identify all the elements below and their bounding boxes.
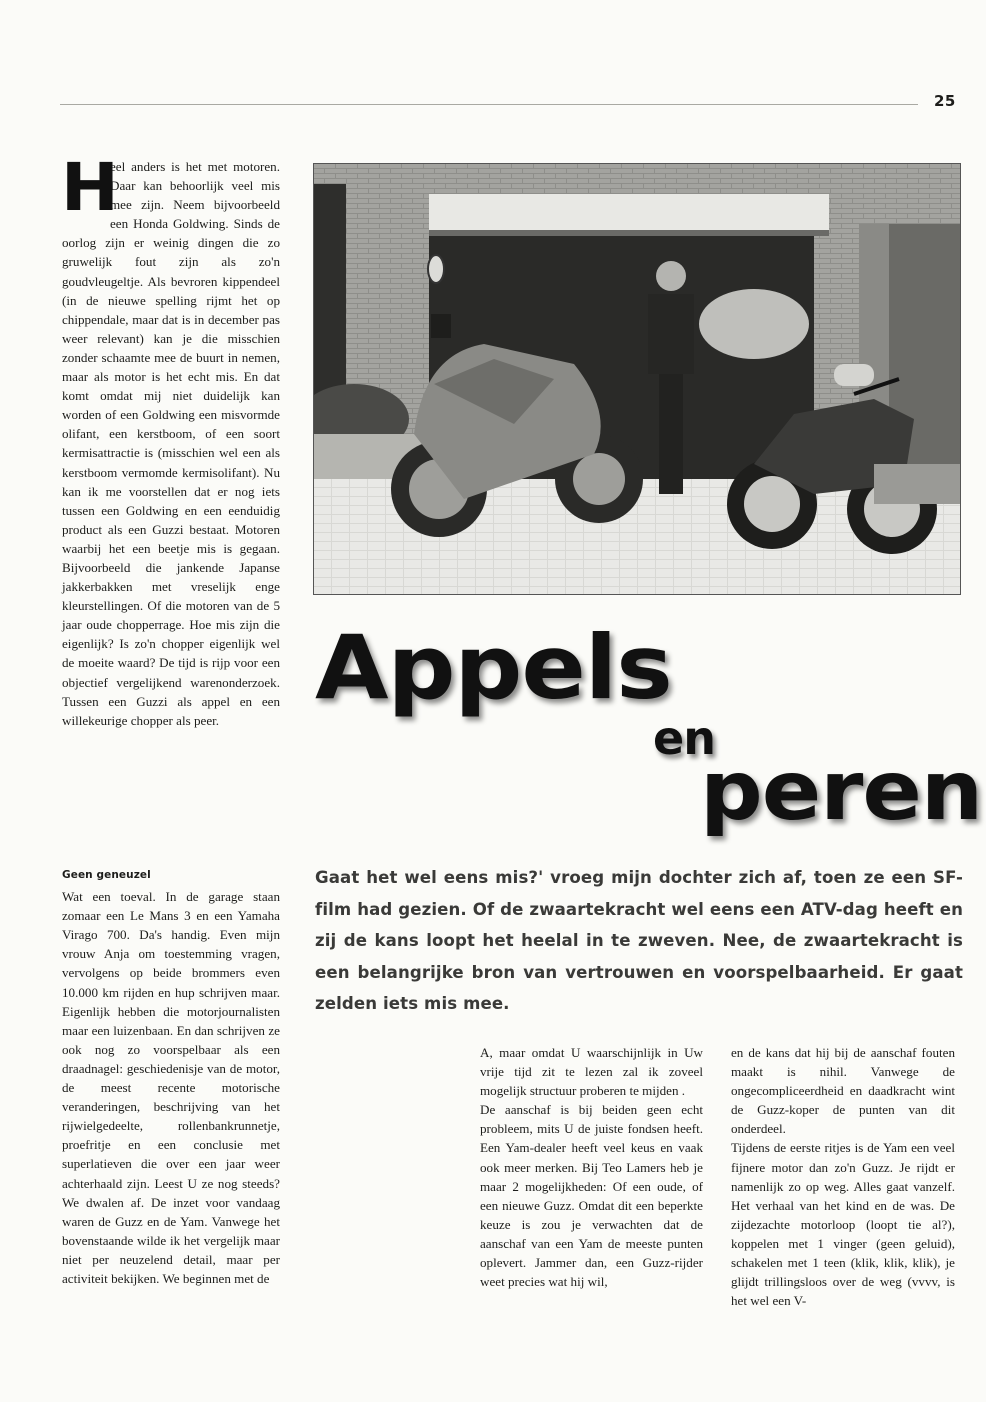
article-column-4 xyxy=(731,1043,955,1310)
header-rule xyxy=(60,104,918,105)
article-column-1-lower xyxy=(62,866,280,1288)
article-paragraph: De aanschaf is bij beiden geen echt probleem, mits U de juiste fondsen heeft. Een Yam-dealer heeft veel keus en vaak ook meer merken. Bij Teo Lamers heb je maar 2 mogelijkheden: Of een oude, of een nieuwe Guzz. Omdat dit een beperkte keuze is zou je verwachten dat de aanschaf van een Yam de meeste punten oplevert. Jammer dan, een Guzz-rijder weet precies wat hij wil, xyxy=(480,1102,703,1290)
article-paragraph: en de kans dat hij bij de aanschaf fouten maakt is nihil. Vanwege de ongecompliceerdheid en daadkracht wint de Guzz-koper de punten van dit onderdeel. xyxy=(731,1045,955,1137)
page-number: 25 xyxy=(934,92,956,110)
article-paragraph: Wat een toeval. In de garage staan zomaar een Le Mans 3 en een Yamaha Virago 700. Da's handig. Even mijn vrouw Anja om toestemming vragen, vervolgens op beide brommers even 10.000 km rijden en hup schrijven maar. Eigenlijk hebben die motorjournalisten maar een luizenbaan. En dan schrijven ze ook nog zo voorspelbaar als een draadnagel: geschiedenisje van de motor, de meest recente motorische veranderingen, beschrijving van het rijwielgedeelte, rollenbankrunnetje, proefritje en een conclusie met superlatieven die over een jaar weer achterhaald zijn. Leest U ze nog steeds? We dwalen af. De inzet voor vandaag waren de Guzz en de Yam. Vanwege het bovenstaande wilde ik het vergelijk maar niet per neuzelend detail, maar per activiteit bekijken. We beginnen met de xyxy=(62,889,280,1286)
article-column-3 xyxy=(480,1043,703,1291)
article-paragraph: A, maar omdat U waarschijnlijk in Uw vrije tijd zit te lezen zal ik zoveel mogelijk structuur proberen te mijden . xyxy=(480,1045,703,1099)
intro-paragraph: Gaat het wel eens mis?' vroeg mijn dochter zich af, toen ze een SF-film had gezien. Of de zwaartekracht wel eens een ATV-dag heeft en zij de kans loopt het heelal in te zweven. Nee, de zwaartekracht is een belangrijke bron van vertrouwen en voorspelbaarheid. Er gaat zelden iets mis mee. xyxy=(315,868,963,1013)
title-en: en xyxy=(653,711,715,765)
article-column-1 xyxy=(60,149,280,730)
article-paragraph: Tijdens de eerste ritjes is de Yam een veel fijnere motor dan zo'n Guzz. Je rijdt er namenlijk zo op weg. Alles gaat vanzelf. Het verhaal van het kind en de was. De zijdezachte motorloop (loopt tie al?), koppelen met 1 vinger (geen geluid), schakelen met 1 teen (klik, klik, klik), je glijdt trillingsloos over de weg (vvvv, is het wel een V- xyxy=(731,1140,955,1309)
article-paragraph: eel anders is het met motoren. Daar kan behoorlijk veel mis mee zijn. Neem bijvoorbeeld een Honda Goldwing. Sinds de oorlog zijn er weinig dingen die zo gruwelijk fout zijn als zo'n goudvleugeltje. Als bevroren kippendeel (in de nieuwe spelling rijmt het op chippendale, maar dat is in december pas weer relevant) kan je die misschien zonder schaamte mee de buurt in nemen, maar als motor is het echt mis. En dat komt omdat mij niet duidelijk kan worden of een Goldwing een misvormde olifant, een kerstboom, of een soort kermisattractie is (misschien wel een als kerstboom vermomde kermisolifant). Nu kan ik me voorstellen dat er nog iets tussen een Goldwing en een eenduidig product als een Guzzi bestaat. Motoren waarbij het een beetje mis is gegaan. Bijvoorbeeld die jankende Japanse jakkerbakken met vreselijk enge kleurstellingen. Of die motoren van de 5 jaar oude chopperrage. Hoe mis zijn die eigenlijk? Is zo'n chopper eigenlijk wel de moeite waard? De tijd is rijp voor een objectief vergelijkend warenonderzoek. Tussen een Guzzi als appel en een willekeurige chopper als peer. xyxy=(62,159,280,728)
section-subheading: Geen geneuzel xyxy=(62,869,151,881)
title-peren: peren xyxy=(700,744,983,839)
garage-motorcycles-photo xyxy=(313,163,961,595)
title-appels: Appels xyxy=(315,616,672,719)
drop-cap: H xyxy=(60,149,119,226)
